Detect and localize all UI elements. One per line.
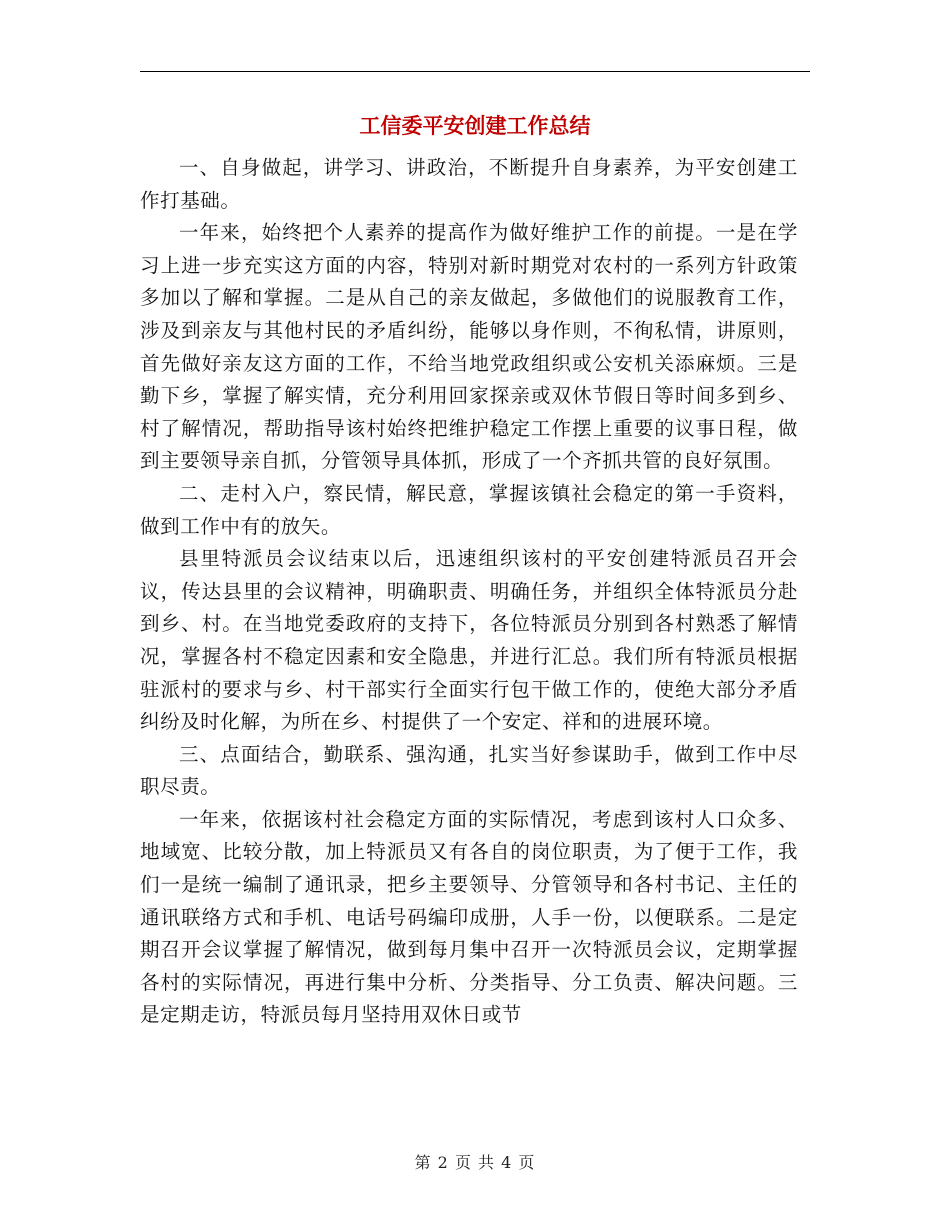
header-rule — [140, 71, 810, 72]
paragraph-heading-2: 二、走村入户，察民情，解民意，掌握该镇社会稳定的第一手资料，做到工作中有的放矢。 — [140, 481, 798, 538]
document-body — [140, 152, 798, 1032]
paragraph-body-2: 县里特派员会议结束以后，迅速组织该村的平安创建特派员召开会议，传达县里的会议精神，明确职责、明确任务，并组织全体特派员分赴到乡、村。在当地党委政府的支持下，各位特派员分别到各村熟悉了解情况，掌握各村不稳定因素和安全隐患，并进行汇总。我们所有特派员根据驻派村的要求与乡、村干部实行全面实行包干做工作的，使绝大部分矛盾纠纷及时化解，为所在乡、村提供了一个安定、祥和的进展环境。 — [140, 547, 798, 734]
paragraph-body-1: 一年来，始终把个人素养的提高作为做好维护工作的前提。一是在学习上进一步充实这方面的内容，特别对新时期党对农村的一系列方针政策多加以了解和掌握。二是从自己的亲友做起，多做他们的说服教育工作，涉及到亲友与其他村民的矛盾纠纷，能够以身作则，不徇私情，讲原则，首先做好亲友这方面的工作，不给当地党政组织或公安机关添麻烦。三是勤下乡，掌握了解实情，充分利用回家探亲或双休节假日等时间多到乡、村了解情况，帮助指导该村始终把维护稳定工作摆上重要的议事日程，做到主要领导亲自抓，分管领导具体抓，形成了一个齐抓共管的良好氛围。 — [140, 221, 798, 473]
document-title: 工信委平安创建工作总结 — [359, 114, 591, 138]
paragraph-body-3: 一年来，依据该村社会稳定方面的实际情况，考虑到该村人口众多、地域宽、比较分散，加上特派员又有各自的岗位职责，为了便于工作，我们一是统一编制了通讯录，把乡主要领导、分管领导和各村书记、主任的通讯联络方式和手机、电话号码编印成册，人手一份，以便联系。二是定期召开会议掌握了解情况，做到每月集中召开一次特派员会议，定期掌握各村的实际情况，再进行集中分析、分类指导、分工负责、解决问题。三是定期走访，特派员每月坚持用双休日或节 — [140, 807, 798, 1027]
page-number: 第 2 页 共 4 页 — [414, 1153, 536, 1172]
paragraph-heading-1: 一、自身做起，讲学习、讲政治，不断提升自身素养，为平安创建工作打基础。 — [140, 156, 798, 212]
paragraph-heading-3: 三、点面结合，勤联系、强沟通，扎实当好参谋助手，做到工作中尽职尽责。 — [140, 742, 798, 799]
